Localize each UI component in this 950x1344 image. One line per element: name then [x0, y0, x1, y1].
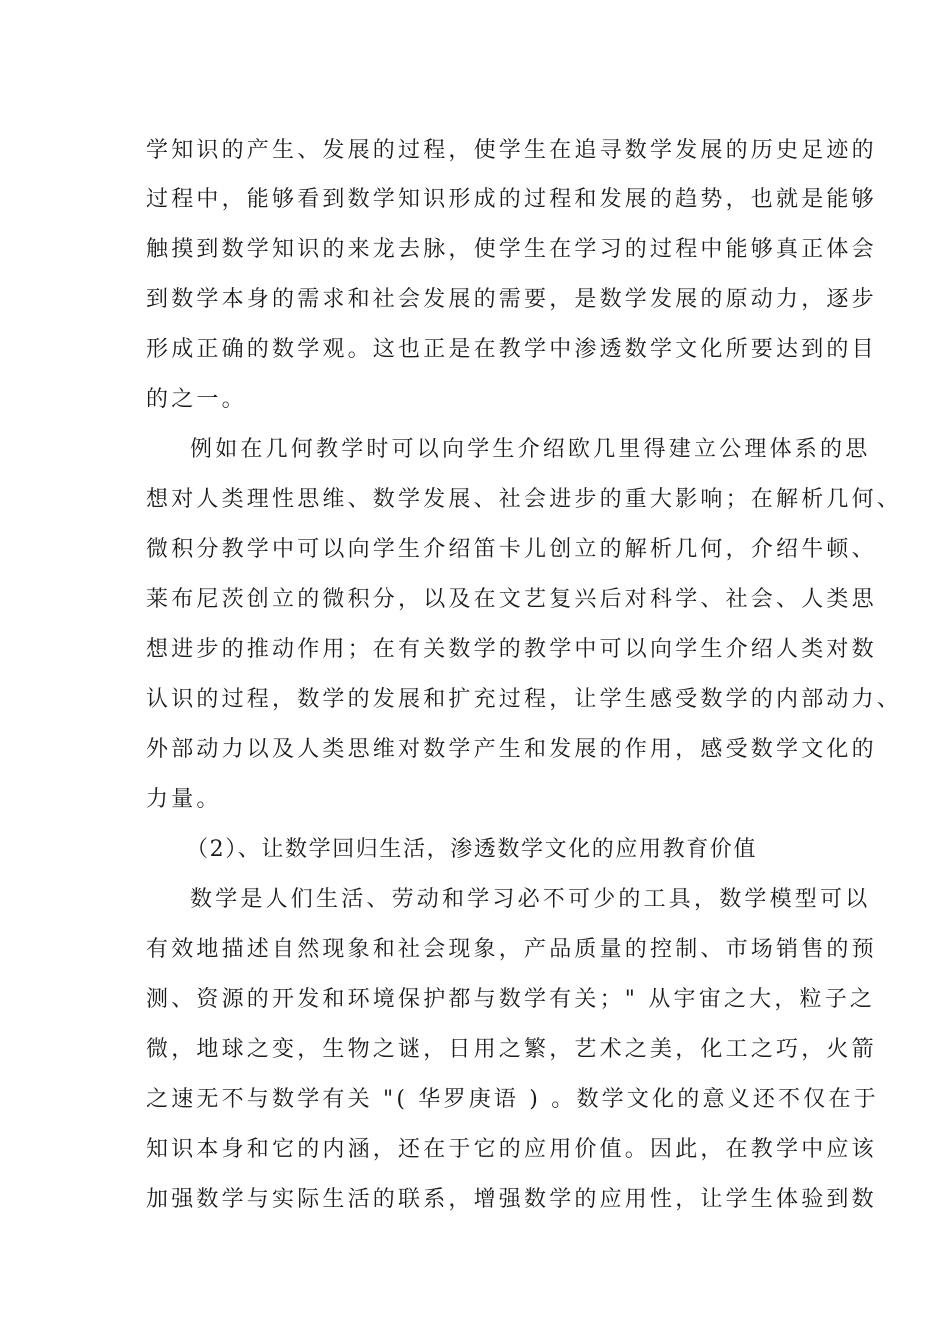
paragraph-line-16: 数学是人们生活、劳动和学习必不可少的工具，数学模型可以 [190, 887, 871, 912]
paragraph-line-10: 莱布尼茨创立的微积分，以及在文艺复兴后对科学、社会、人类思 [146, 587, 877, 612]
paragraph-line-20: 之速无不与数学有关 "( 华罗庚语 ) 。数学文化的意义还不仅在于 [146, 1087, 879, 1112]
paragraph-line-22: 加强数学与实际生活的联系，增强数学的应用性，让学生体验到数 [146, 1187, 877, 1212]
paragraph-line-5: 形成正确的数学观。这也正是在教学中渗透数学文化所要达到的目 [146, 337, 877, 362]
paragraph-line-19: 微，地球之变，生物之谜，日用之繁，艺术之美，化工之巧，火箭 [146, 1037, 877, 1062]
paragraph-line-21: 知识本身和它的内涵，还在于它的应用价值。因此，在教学中应该 [146, 1137, 877, 1162]
paragraph-line-2: 过程中，能够看到数学知识形成的过程和发展的趋势，也就是能够 [146, 187, 877, 212]
paragraph-line-9: 微积分教学中可以向学生介绍笛卡儿创立的解析几何，介绍牛顿、 [146, 537, 877, 562]
paragraph-line-11: 想进步的推动作用；在有关数学的教学中可以向学生介绍人类对数 [146, 637, 877, 662]
paragraph-line-7: 例如在几何教学时可以向学生介绍欧几里得建立公理体系的思 [190, 437, 871, 462]
paragraph-line-1: 学知识的产生、发展的过程，使学生在追寻数学发展的历史足迹的 [146, 138, 877, 163]
paragraph-line-6: 的之一。 [146, 387, 247, 412]
paragraph-line-13: 外部动力以及人类思维对数学产生和发展的作用，感受数学文化的 [146, 737, 877, 762]
paragraph-line-17: 有效地描述自然现象和社会现象，产品质量的控制、市场销售的预 [146, 937, 877, 962]
paragraph-line-14: 力量。 [146, 787, 222, 812]
section-heading: （2）、让数学回归生活，渗透数学文化的应用教育价值 [186, 837, 757, 862]
paragraph-line-3: 触摸到数学知识的来龙去脉，使学生在学习的过程中能够真正体会 [146, 237, 877, 262]
paragraph-line-12: 认识的过程，数学的发展和扩充过程，让学生感受数学的内部动力、 [146, 687, 903, 712]
paragraph-line-8: 想对人类理性思维、数学发展、社会进步的重大影响；在解析几何、 [146, 487, 903, 512]
paragraph-line-4: 到数学本身的需求和社会发展的需要，是数学发展的原动力，逐步 [146, 287, 877, 312]
paragraph-line-18: 测、资源的开发和环境保护都与数学有关；" 从宇宙之大，粒子之 [146, 987, 876, 1012]
